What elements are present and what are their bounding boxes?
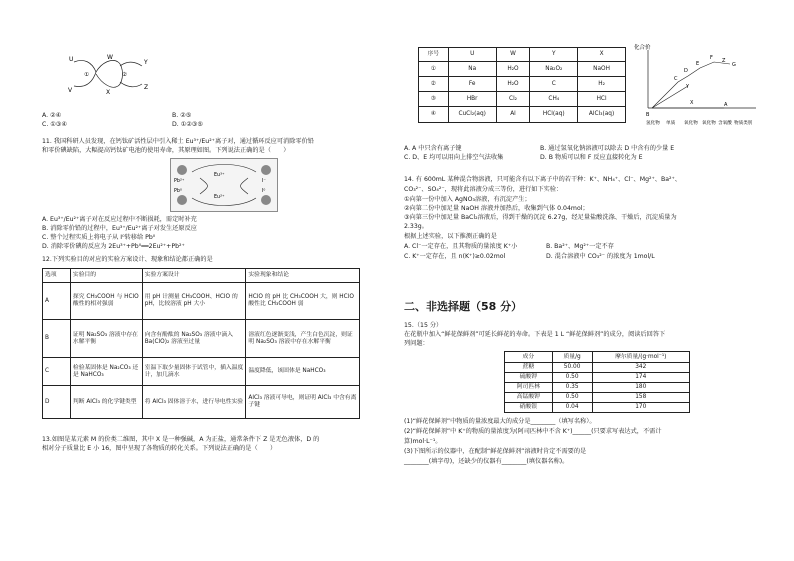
- q14-step1: ①向第一份中加入 AgNO₃溶液，有沉淀产生；: [404, 196, 531, 203]
- atom-pb2: [177, 165, 187, 175]
- q14-option-c: C. K⁺一定存在，且 n(K⁺)≥0.02mol: [404, 253, 506, 260]
- table-cell: ④: [419, 107, 449, 123]
- q13-option-a: A. A 中只含有离子键: [404, 145, 462, 152]
- q11-stem-line2: 和零价碘缺陷，大幅提高钙钛矿电池的使用寿命，其原理如图。下列说法正确的是（ ）: [42, 147, 290, 154]
- table-cell: NaOH: [578, 62, 626, 77]
- table-cell: Cl₂: [496, 92, 530, 107]
- table-cell: 蔗糖: [505, 363, 553, 373]
- label-step2: ②: [122, 72, 127, 78]
- label-pb0: Pb⁰: [174, 189, 182, 194]
- q11-option-a: A. Eu³⁺/Eu²⁺离子对在反应过程中不断损耗，需定时补充: [42, 216, 197, 223]
- label-i0: I⁰: [262, 189, 266, 194]
- table-cell: 硝酸银: [505, 403, 553, 413]
- point-x: X: [690, 100, 694, 106]
- table-cell: HCl(aq): [530, 107, 578, 123]
- table-cell: D: [43, 386, 71, 419]
- label-step1: ①: [84, 72, 89, 78]
- table-cell: 342: [592, 363, 690, 373]
- q11-mechanism-diagram: [170, 158, 278, 212]
- q10-option-a: A. ②④: [42, 112, 62, 119]
- q15-head: 15.（15 分）: [404, 322, 443, 329]
- q10-option-d: D. ①②③⑤: [172, 121, 203, 128]
- table-cell: 高锰酸钾: [505, 393, 553, 403]
- label-i-minus: I⁻: [262, 179, 266, 184]
- table-cell: 0.04: [552, 403, 592, 413]
- table-cell: C: [530, 77, 578, 92]
- label-eu2: Eu²⁺: [214, 195, 225, 200]
- table-cell: CH₄: [530, 92, 578, 107]
- q10-option-c: C. ①③④: [42, 121, 67, 128]
- table-row: [505, 403, 690, 413]
- q12-header-goal: 实验目的: [70, 269, 142, 283]
- table-cell: AlCl₃(aq): [578, 107, 626, 123]
- table-cell: 50.00: [552, 363, 592, 373]
- q15-header-ingredient: 成分: [505, 352, 553, 363]
- q10-header-y: Y: [530, 48, 578, 62]
- table-cell: CuCl₂(aq): [448, 107, 496, 123]
- point-d: D: [684, 68, 688, 74]
- table-cell: 溶液红色逐渐变浅，产生白色沉淀，则证明 Na₂SO₃ 溶液中存在水解平衡: [246, 320, 360, 358]
- q12-header-option: 选项: [43, 269, 71, 283]
- label-y: Y: [144, 59, 148, 66]
- table-row: [505, 373, 690, 383]
- point-e: E: [696, 61, 700, 67]
- table-cell: 170: [592, 403, 690, 413]
- table-cell: HClO 的 pH 比 CH₃COOH 大，则 HClO 酸性比 CH₃COOH 弱: [246, 283, 360, 320]
- table-cell: 174: [592, 373, 690, 383]
- q10-cycle-diagram: [62, 52, 158, 98]
- q11-option-d: D. 消除零价碘的反应为 2Eu³⁺+Pb⁰══2Eu²⁺+Pb²⁺: [42, 243, 185, 250]
- table-cell: A: [43, 283, 71, 320]
- q15-part2: (2)“鲜花保鲜剂”中 K⁺的物质的量浓度为(阿司匹林中不含 K⁺)______(只要求写表达式，不需计: [404, 428, 662, 435]
- q15-header-molar-mass: 摩尔质量/(g·mol⁻¹): [592, 352, 690, 363]
- q14-step3: ③向第三份中加足量 BaCl₂溶液后，得到干燥的沉淀 6.27g，经足量盐酸洗涤、干燥后，沉淀质量为: [404, 214, 677, 221]
- table-cell: 阿司匹林: [505, 383, 553, 393]
- label-z: Z: [144, 84, 149, 91]
- q15-stem-line1: 在花瓶中加入“鲜花保鲜剂”可延长鲜花的寿命。下表是 1 L “鲜花保鲜剂”的成分，阅读后回答下: [404, 331, 666, 338]
- table-cell: H₂O: [496, 62, 530, 77]
- q15-stem-line2: 列问题：: [404, 340, 429, 347]
- table-cell: 室温下取少量固体于试管中，插入温度计，加几滴水: [142, 358, 246, 386]
- table-cell: B: [43, 320, 71, 358]
- q15-part1: (1)“鲜花保鲜剂”中物质的量浓度最大的成分是________（填写名称）。: [404, 418, 596, 425]
- label-x: X: [106, 89, 111, 96]
- q13-option-d: D. B 物质可以和 F 反应直接转化为 E: [540, 154, 643, 161]
- section-heading: 二、非选择题（58 分）: [404, 300, 523, 313]
- xcat-oxide1: 氧化物: [684, 121, 698, 126]
- q10-header-w: W: [496, 48, 530, 62]
- table-cell: HCl: [578, 92, 626, 107]
- table-cell: 向含有酚酞的 Na₂SO₃ 溶液中滴入 Ba(ClO)₂ 溶液至过量: [142, 320, 246, 358]
- q10-substance-table: [418, 47, 626, 123]
- table-row: [43, 386, 360, 419]
- label-w: W: [107, 54, 113, 61]
- table-cell: AlCl₃ 溶液可导电，则证明 AlCl₃ 中含有离子键: [246, 386, 360, 419]
- atom-i0: [261, 195, 271, 205]
- point-g: G: [732, 62, 736, 68]
- y-axis-label: 化合价: [634, 45, 651, 51]
- q14-option-b: B. Ba²⁺、Mg²⁺一定不存: [546, 243, 614, 250]
- table-cell: Al: [496, 107, 530, 123]
- q14-stem-line1: 14. 有 600mL 某种混合物溶液，只可能含有以下离子中的若干种：K⁺、NH₄⁺、Cl⁻、Mg²⁺、Ba²⁺、: [404, 176, 681, 183]
- table-cell: 证明 Na₂SO₃ 溶液中存在水解平衡: [70, 320, 142, 358]
- table-row: [505, 393, 690, 403]
- q11-option-c: C. 整个过程实质上将电子从 I⁰转移给 Pb⁰: [42, 234, 156, 241]
- table-cell: 温度降低，该固体是 NaHCO₃: [246, 358, 360, 386]
- q12-stem: 12.下列实验目的对应的实验方案设计、现象和结论都正确的是: [42, 256, 213, 263]
- table-cell: ③: [419, 92, 449, 107]
- table-row: [419, 92, 626, 107]
- table-row: [43, 320, 360, 358]
- label-pb2: Pb²⁺: [174, 179, 185, 184]
- q14-stem-line2: CO₃²⁻、SO₄²⁻，现将此溶液分成三等份，进行如下实验：: [404, 186, 563, 193]
- table-cell: Na: [448, 62, 496, 77]
- point-f: F: [710, 55, 713, 61]
- q13-stem-line1: 13.如图是某元素 M 的价类二维图，其中 X 是一种强碱，A 为正盐，通常条件下 Z 是无色液体，D 的: [42, 436, 320, 443]
- table-cell: ②: [419, 77, 449, 92]
- table-cell: 判断 AlCl₃ 的化学键类型: [70, 386, 142, 419]
- table-cell: 180: [592, 383, 690, 393]
- q10-option-b: B. ②⑤: [172, 112, 192, 119]
- table-cell: 检验某固体是 Na₂CO₃ 还是 NaHCO₃: [70, 358, 142, 386]
- cycle-middle-loop: [96, 60, 123, 87]
- q13-option-c: C. D、E 均可以用向上排空气法收集: [404, 154, 504, 161]
- table-row: [505, 383, 690, 393]
- table-cell: 158: [592, 393, 690, 403]
- q15-ingredient-table: [504, 351, 690, 413]
- q13-stem-line2: 相对分子质量比 E 小 16，图中呈现了各物质的转化关系。下列说法正确的是（ ）: [42, 445, 277, 452]
- q13-option-b: B. 通过氢氧化钠溶液可以除去 D 中含有的少量 E: [540, 145, 675, 152]
- table-cell: Fe: [448, 77, 496, 92]
- table-cell: Na₂O₂: [530, 62, 578, 77]
- q10-header-u: U: [448, 48, 496, 62]
- table-row: [43, 283, 360, 320]
- point-a: A: [724, 102, 728, 108]
- table-cell: 0.35: [552, 383, 592, 393]
- q14-option-d: D. 混合溶液中 CO₃²⁻ 的浓度为 1mol/L: [546, 253, 655, 260]
- table-cell: 0.50: [552, 373, 592, 383]
- xcat-hydride: 氢化物: [646, 121, 660, 126]
- q14-step3-cont: 2.33g。: [404, 223, 428, 230]
- atom-pb0: [177, 195, 187, 205]
- q10-header-x: X: [578, 48, 626, 62]
- point-b: B: [646, 112, 650, 118]
- q12-header-plan: 实验方案设计: [142, 269, 246, 283]
- table-row: [419, 107, 626, 123]
- q11-option-b: B. 消除零价铅的过程中，Eu³⁺/Eu²⁺离子对发生还原反应: [42, 225, 197, 232]
- q10-header-index: 序号: [419, 48, 449, 62]
- label-u: U: [69, 56, 74, 63]
- point-z: Z: [722, 58, 726, 64]
- q12-experiment-table: [42, 268, 360, 419]
- table-cell: 用 pH 计测量 CH₃COOH、HClO 的 pH，比较溶液 pH 大小: [142, 283, 246, 320]
- q12-header-result: 实验现象和结论: [246, 269, 360, 283]
- q15-part2-cont: 算)mol·L⁻¹。: [404, 438, 442, 445]
- table-cell: H₂: [578, 77, 626, 92]
- table-cell: 将 AlCl₃ 固体溶于水，进行导电性实验: [142, 386, 246, 419]
- label-v: V: [68, 87, 73, 94]
- table-row: [43, 358, 360, 386]
- xcat-class: 物质类别: [734, 121, 753, 126]
- table-cell: H₂O: [496, 77, 530, 92]
- q13-valence-class-graph: [630, 42, 762, 134]
- table-cell: 硫酸钾: [505, 373, 553, 383]
- q15-part3-cont: ________(填字母)，还缺少的仪器有________(填仪器名称)。: [404, 458, 569, 465]
- table-cell: ①: [419, 62, 449, 77]
- q15-header-mass: 质量/g: [552, 352, 592, 363]
- xcat-element: 单质: [666, 121, 676, 126]
- q14-prompt: 根据上述实验，以下推测正确的是: [404, 233, 497, 240]
- xcat-oxyacid: 含氧酸: [718, 121, 732, 126]
- q14-step2: ②向第二份中加足量 NaOH 溶液并加热后，收集到气体 0.04mol；: [404, 205, 589, 212]
- q14-option-a: A. Cl⁻一定存在，且其物质的量浓度 K⁺小: [404, 243, 518, 250]
- table-row: [419, 62, 626, 77]
- table-cell: C: [43, 358, 71, 386]
- table-row: [419, 77, 626, 92]
- table-row: [505, 363, 690, 373]
- point-y: Y: [686, 84, 690, 90]
- table-cell: HBr: [448, 92, 496, 107]
- point-c: C: [674, 76, 678, 82]
- table-cell: 0.50: [552, 393, 592, 403]
- label-eu3: Eu³⁺: [214, 173, 225, 178]
- q15-part3: (3)下图所示的仪器中，在配制“鲜花保鲜剂”溶液时肯定不需要的是: [404, 448, 587, 455]
- q11-stem-line1: 11. 我国科研人员发现，在钙钛矿活性层中引入稀土 Eu³⁺/Eu²⁺离子对，通过循环反应可消除零价铅: [42, 138, 314, 145]
- xcat-oxide2: 氧化物: [702, 121, 716, 126]
- atom-i-minus: [261, 165, 271, 175]
- table-cell: 探究 CH₃COOH 与 HClO 酸性的相对强弱: [70, 283, 142, 320]
